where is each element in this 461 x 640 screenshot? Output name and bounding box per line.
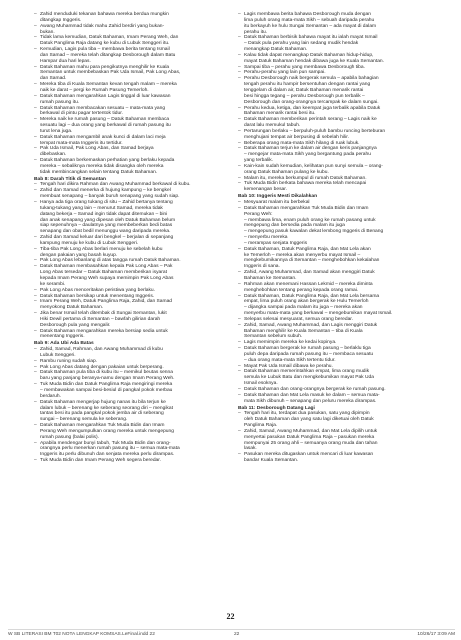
bullet-line: – Lagis memimpin mereka ke kedai kopinya.: [238, 340, 440, 346]
continuation-line: besi hingga tegang – perahu Desborough pun terbalik –: [244, 93, 365, 99]
continuation-line: bandar Kuala Semantan.: [244, 458, 299, 464]
continuation-line: turut lena juga.: [40, 128, 73, 134]
continuation-line: lima puluh orang mata-mata Sikh – sebuah daripada perahu: [244, 17, 375, 23]
bullet-line: – Mayat Pak Uda Ismail dibawa ke perahu.: [238, 364, 440, 370]
bullet-line: – Mereka tiba di Kuala Semantan kevan tengah malam – mereka: [34, 82, 236, 88]
footer-timestamp: 10/26/17 3:09 AM: [417, 632, 455, 637]
page-number: 22: [226, 612, 235, 621]
bullet-line: – Beberapa orang mata-mata Sikh hilang di ruak lubuk.: [238, 141, 440, 147]
continuation-line: dalam lubuk – berenang ke seberang seorang diri – mengikat: [40, 405, 173, 411]
print-footer: [8, 629, 455, 639]
continuation-line: Lubuk Senggeri.: [40, 352, 76, 358]
bullet-line: – Mesyuarat malam itu berbekal: [238, 200, 440, 206]
continuation-line: orang Datuk Bahaman pulang ke kubu.: [244, 169, 329, 175]
left-column: [34, 12, 236, 464]
continuation-line: rumah pasung itu.: [40, 99, 80, 105]
continuation-line: dengan pakaian yang basah kuyup.: [40, 252, 118, 258]
bullet-line: – Jika benar Ismail telah ditembak di Sungai Semantan, lukit: [34, 311, 236, 317]
bullet-line: – Mereka naik ke rumah pasung – Datuk Bahaman membaca: [34, 117, 236, 123]
continuation-line: menyokong Datuk Bahaman.: [40, 305, 104, 311]
continuation-line: kemenangan besar.: [244, 187, 287, 193]
bullet-line: – Perahu kedua, ketiga, dan keempat juga terbalik apabila Datuk: [238, 106, 440, 112]
section-heading: Bab 8: Darah Titik di Semantan: [34, 176, 106, 182]
continuation-line: – menyerbu mereka: [244, 235, 288, 241]
continuation-line: semula ke Lubuk Batu dan mengkebumikan mayat Pak Uda: [244, 375, 374, 381]
bullet-line: – Datuk Bahaman mengarahkan Lagis tinggal di luar kawasan: [34, 94, 236, 100]
continuation-line: mayat Datuk Bahaman hendak dibawa juga ke Kuala Semantan.: [244, 58, 385, 64]
bullet-line: – Lagis membawa berita bahawa Desborough muda dengan: [238, 12, 440, 18]
continuation-line: mata Sikh dibunuh – senapang dan peluru mereka dirampas.: [244, 398, 377, 404]
bullet-line: – Malam itu, mereka berkumpul di rumah Datuk Bahaman.: [238, 176, 440, 182]
bullet-line: – Pak Uda Ismail, Pak Long Abas, dan Samad berjaya: [34, 146, 236, 152]
bullet-line: – Datuk Bahaman mengarahkan Tuk Muda Bidin dan Imam: [34, 423, 236, 429]
continuation-line: dan Samad – mereka telah ditangkap Desborough dalam Batu: [40, 52, 176, 58]
bullet-line: – Datuk Bahaman dan Mat Lela masuk ke dalam – semua mata-: [238, 393, 440, 399]
bullet-line: – Rahman akan menemani Hassan Lekmid – mereka diminta: [238, 282, 440, 288]
continuation-line: menangkap Datuk Bahaman.: [244, 47, 308, 53]
bullet-line: – Datuk Bahaman membacakan sesuatu – mata-mata yang: [34, 106, 236, 112]
continuation-line: – Datuk pula perahu yang lain sedang mudik hendak: [244, 41, 359, 47]
continuation-line: mengepung dan bersedia pada malam itu juga: [244, 223, 345, 229]
section-heading: Bab 11: Desborough Datang Lagi: [238, 405, 315, 411]
continuation-line: membuat senapang – banyak buruh senapang yang sudah siap.: [40, 194, 180, 200]
continuation-line: Hampar dua hari lepas.: [40, 58, 91, 64]
bullet-line: – Tengah hari itu, terdapat dua pasukan, satu yang dipimpin: [238, 411, 440, 417]
bullet-line: – Datuk Bahaman terjun ke dalam air dengan keris panjangnya: [238, 146, 440, 152]
bullet-line: – Datuk Bahaman bersikap untuk menentang Inggeris.: [34, 294, 236, 300]
continuation-line: kampung menuju ke kubu di Lubuk Senggeri.: [40, 240, 139, 246]
continuation-line: mengkebumikannya di Semantan – menghebohkan kekalahan: [244, 258, 380, 264]
bullet-line: – Tidak lama kemudian, Datuk Bahaman, Imam Perang Weh, dan: [34, 35, 236, 41]
continuation-line: perahu itu.: [244, 29, 268, 35]
bullet-line: – Zahid, Samad, Rahman, dan Awang Muhammad di kubu: [34, 347, 236, 353]
bullet-line: – Pak Long Abas lebanlang di atas tangga rumah Datuk Bahaman.: [34, 258, 236, 264]
bullet-line: – Tuk Muda Bidin dan Datuk Panglima Raja mengiringi mereka: [34, 382, 236, 388]
continuation-line: dibebaskan.: [40, 152, 67, 158]
bullet-line: – Datuk Bahaman mahu para pengikutnya menghilir ke Kuala: [34, 65, 236, 71]
continuation-line: Perang Weh mengumpulkan orang mereka untuk mengepung: [40, 428, 174, 434]
continuation-line: Datuk Panglima Raja datang ke kubu di Lubuk Senggeri itu.: [40, 41, 170, 47]
continuation-line: tengah perahu itu hampir bersentuhan dengan rantai yang: [244, 82, 371, 88]
bullet-line: – Sampai tiba – perahu yang membawa Desborough tiba.: [238, 65, 440, 71]
continuation-line: – merampas senjata Inggeris: [244, 240, 308, 246]
continuation-line: Inggeris di sana.: [244, 264, 280, 270]
continuation-line: naik ke darat – pergi ke Rumah Pasung Temerloh.: [40, 87, 149, 93]
continuation-line: mereka – sebaliknya mereka tidak disangka oleh mereka: [40, 163, 164, 169]
bullet-line: – Tuk Muda Bidin dan Imam Perang Weh segera beredar.: [34, 458, 236, 464]
bullet-line: – Datuk Bahaman pula tiba di kubu itu – memikul beutas senna: [34, 370, 236, 376]
bullet-line: – Rambu runing sudah siap.: [34, 359, 236, 365]
continuation-line: Semantan untuk membebaskan Pak Uda Ismail, Pak Long Abas,: [40, 70, 181, 76]
bullet-line: – Selepas selesai mesyuarat, semua orang beredar.: [238, 317, 440, 323]
bullet-line: – Datuk Bahaman berbisik bahawa mayat itu ialah mayat Ismail: [238, 35, 440, 41]
bullet-line: – Hanya ada tiga orang tukang di situ – Zahid bertanya tentang: [34, 200, 236, 206]
continuation-line: bukan.: [40, 29, 55, 35]
continuation-line: berdaruh.: [40, 393, 61, 399]
continuation-line: empat, lima puluh orang akan bergerak ke Hulu Temerloh: [244, 299, 369, 305]
continuation-line: Perang Weh:: [244, 211, 273, 217]
bullet-line: – Datuk Bahaman mengarahkan mereka bersiap sedia untuk: [34, 329, 236, 335]
footer-page: 22: [234, 632, 240, 637]
continuation-line: Bahaman menghilir ke Kuala Semantan – tiba di Kuala: [244, 328, 363, 334]
bullet-line: – Datuk Bahaman bergerak ke rumah pasung – berlaklu tiga: [238, 346, 440, 352]
continuation-line: menyerbu mata-mata yang berkawal – mengebumikan mayat Ismail.: [244, 311, 393, 317]
bullet-line: – Kemudian, Lagis pula tiba – membawa berita tentang Ismail: [34, 47, 236, 53]
continuation-line: sesuatu lagi – dua orang yang berkawal di rumah pasung itu: [40, 123, 171, 129]
continuation-line: rumah pasung (balai polis).: [40, 434, 99, 440]
continuation-line: tantas besi itu pada pangkal pokok jemba air di seberang: [40, 411, 164, 417]
continuation-line: itu berkayuh ke hulu Sungai Semantan – ada mayat di dalam: [244, 23, 377, 29]
continuation-line: – mengejar mata-mata Sikh yang bergantung pada perahu: [244, 152, 371, 158]
section-heading: Bab 10: Inggeris Mesti Dikalahkan: [238, 194, 318, 200]
bullet-line: – Datuk Bahaman, Datuk Panglima Raja, dan Mat Lela akan: [238, 247, 440, 253]
bullet-line: – Datuk Bahaman mengerjap hujung nanas itu bila terjun ke: [34, 400, 236, 406]
continuation-line: menentang Inggeris.: [40, 334, 85, 340]
continuation-line: Long Abas tersedar – Datuk Bahaman memberikan isyarat: [40, 270, 167, 276]
bullet-line: – Zahid, Awang Muhammad, dan Samad akan menggiri Datuk: [238, 270, 440, 276]
bullet-line: – Perahu-perahu yang lain pun sampai.: [238, 70, 440, 76]
continuation-line: – dijangka sampai pada malam itu juga – mereka akan: [244, 305, 363, 311]
continuation-line: puluh depa daripada rumah pasung itu – membaca sesuatu: [244, 351, 374, 357]
bullet-line: – Zahid, Samad, Awang Muhammad, dan Lagis menggiri Datuk: [238, 323, 440, 329]
continuation-line: baru yang panjang beranya-namu dengan Imam Perang Weh.: [40, 376, 175, 382]
bullet-line: – Awang Muhammad tidak mahu Zahid berdiri yang bukan-: [34, 24, 236, 30]
continuation-line: senapang dan obat bedil menunggu wang daripada mereka.: [40, 229, 171, 235]
bullet-line: – Datuk Bahaman mengambil anak kunci di dalam laci meja: [34, 135, 236, 141]
bullet-line: – Tuk Muda Bidin berkata bahawa mereka telah mencapai: [238, 181, 440, 187]
continuation-line: yang terbalik.: [244, 158, 274, 164]
continuation-line: oleh Datuk Bahaman dan yang satu lagi diketuai oleh Datuk: [244, 417, 374, 423]
bullet-line: – Zahid dan Samad menerka di hujung kampung – ke bengkel: [34, 188, 236, 194]
continuation-line: mempunyai 25 orang ahli – semuanya orang muda dan tahan: [244, 440, 378, 446]
bullet-line: – Pak Long Abas menceritakan peristiwa yang berlaku.: [34, 288, 236, 294]
bullet-line: – Datuk Bahaman mengarahkan Tuk Muda Bidin dan Imam: [238, 206, 440, 212]
continuation-line: menyertai pasukan Datuk Panglima Raja – pasukan mereka: [244, 434, 375, 440]
bullet-line: – Zahid, Samad, Awang Muhammad, dan Mat Lela dipilih untuk: [238, 429, 440, 435]
continuation-line: tidak membincangkan selain tentang Datuk Bahaman.: [40, 169, 158, 175]
continuation-line: berkawal di pintu pagar tertentok tidur.: [40, 111, 123, 117]
footer-filename: W SB LITERASI BM T02 NOTA LENGKAP KOMSAS.LeFinal.indd 22: [8, 632, 155, 637]
continuation-line: kepada Imam Perang Weh supaya memimpin Pak Long Abas: [40, 275, 174, 281]
continuation-line: Desborough dan orang-orangnya tercampak ke dalam sungai.: [244, 99, 379, 105]
bullet-line: – Datuk Bahaman dan orang-orangnya bergerak ke rumah pasung.: [238, 387, 440, 393]
bullet-line: – Kalau tidak dapat menangkap Datuk Bahaman hidup-hidup,: [238, 53, 440, 59]
continuation-line: menghujani tempat air berpusing di sebelah hilir.: [244, 134, 349, 140]
bullet-line: – Datuk Bahaman membasahkan kepala Pak Long Abas – Pak: [34, 264, 236, 270]
bullet-line: – Kain-kain sudah kemudian, kelihatan pun sunyi semula – orang-: [238, 164, 440, 170]
bullet-line: – Tiba-tiba Pak Long Abas berlari menuju ke sebelah kubu: [34, 247, 236, 253]
bullet-line: – Apabila mendengar bunyi tabuh, Tuk Muda Bidin dan orang-: [34, 441, 236, 447]
bullet-line: – Zahid menduduki tekanan bahawa mereka berdua mungkin: [34, 12, 236, 18]
bullet-line: – Pertarungan berlaku – berpuluh-puluh bambu runcing berteburan: [238, 129, 440, 135]
bullet-line: – Datuk Bahaman memberikan perintah serang – Lagis naik ke: [238, 117, 440, 123]
continuation-line: datang bekerja – Samad ingin tidak dapat ditemukan – bini: [40, 211, 168, 217]
continuation-line: – membawa lima, enam puluh orang ke rumah pasang untuk: [244, 217, 376, 223]
bullet-line: – Zahid dan Samad keluar dari bengkel – berjalan di sepanjang: [34, 235, 236, 241]
continuation-line: tukang-tukang yang lain – menurut Samad, mereka tidak: [40, 205, 163, 211]
bullet-line: – Imam Perang Weh, Datuk Panglima Raja, Zahid, dan Samad: [34, 299, 236, 305]
continuation-line: – dua orang mata-mata Sikh tertentu tidur.: [244, 357, 336, 363]
continuation-line: Bahaman menarik rantai besi itu.: [244, 111, 316, 117]
continuation-line: dan Samad.: [40, 76, 67, 82]
bullet-line: – Tengah hari dikira Rahman dan Awang Muhammad berkawal di kubu.: [34, 182, 236, 188]
right-column: [238, 12, 440, 464]
continuation-line: Inggeris itu perlu dibunuh dan senjata mereka perlu dirampas.: [40, 452, 175, 458]
continuation-line: orangnya perlu menerkan rumah pasung itu – semua mata-mata: [40, 446, 180, 452]
continuation-line: menghebohkan tentang perang kepada orang ramai.: [244, 287, 359, 293]
continuation-line: Panglima Raja.: [244, 423, 278, 429]
continuation-line: darat lalu memukul tabuh.: [244, 123, 301, 129]
continuation-line: Hiki Dewil pertama di Semantan – bawfah gilirian darah: [40, 316, 161, 322]
continuation-line: siap sepenuhnya – daulatnya yang membeberkan bedi batas: [40, 223, 173, 229]
bullet-line: – Datuk Bahaman berkemaskan perhatian yang berlaku kepada: [34, 158, 236, 164]
continuation-line: dan anak senapang yang dipesan oleh Datuk Bahaman belum: [40, 217, 176, 223]
continuation-line: ke serambi.: [40, 281, 66, 287]
bullet-line: – Pak Long Abas datang dengan pakaian untuk berperang.: [34, 365, 236, 371]
continuation-line: sungai – berenang semula ke seberang.: [40, 417, 128, 423]
continuation-line: tempat mata-mata Inggeris itu tertidur.: [40, 140, 123, 146]
continuation-line: – membawakan sampai besi-besiul di pangkal pokok merbau: [40, 388, 173, 393]
continuation-line: – mengepung pasuk kawalan dekat lembong Inggeris di Benang: [244, 229, 384, 235]
bullet-line: – Datuk Bahaman, Datuk Panglima Raja, dan Mat Lela bersama: [238, 294, 440, 300]
bullet-line: – Perahu Desborough naik bergerak semula – apabila bahagian: [238, 76, 440, 82]
continuation-line: lasak.: [244, 446, 257, 452]
continuation-line: Bahaman ke Semantan.: [244, 275, 297, 281]
continuation-line: ke Temerloh – mereka akan menyerbu mayat Ismail –: [244, 252, 361, 258]
section-heading: Bab 9: Ada Ubi Ada Batas: [34, 341, 94, 347]
continuation-line: Desborough pula yang mengalir.: [40, 322, 111, 328]
bullet-line: – Datuk Bahaman memerintahkan empat, lima orang mudik: [238, 369, 440, 375]
continuation-line: tenggelam di dalam air, Datuk Bahaman menarik rantai: [244, 87, 364, 93]
continuation-line: Semantan sebelum subuh.: [244, 334, 303, 340]
bullet-line: – Pasukan mereka ditugaskan untuk mencari di luar kawasan: [238, 452, 440, 458]
continuation-line: ditangkap Inggeris.: [40, 17, 82, 23]
continuation-line: Ismail esoknya.: [244, 381, 278, 387]
